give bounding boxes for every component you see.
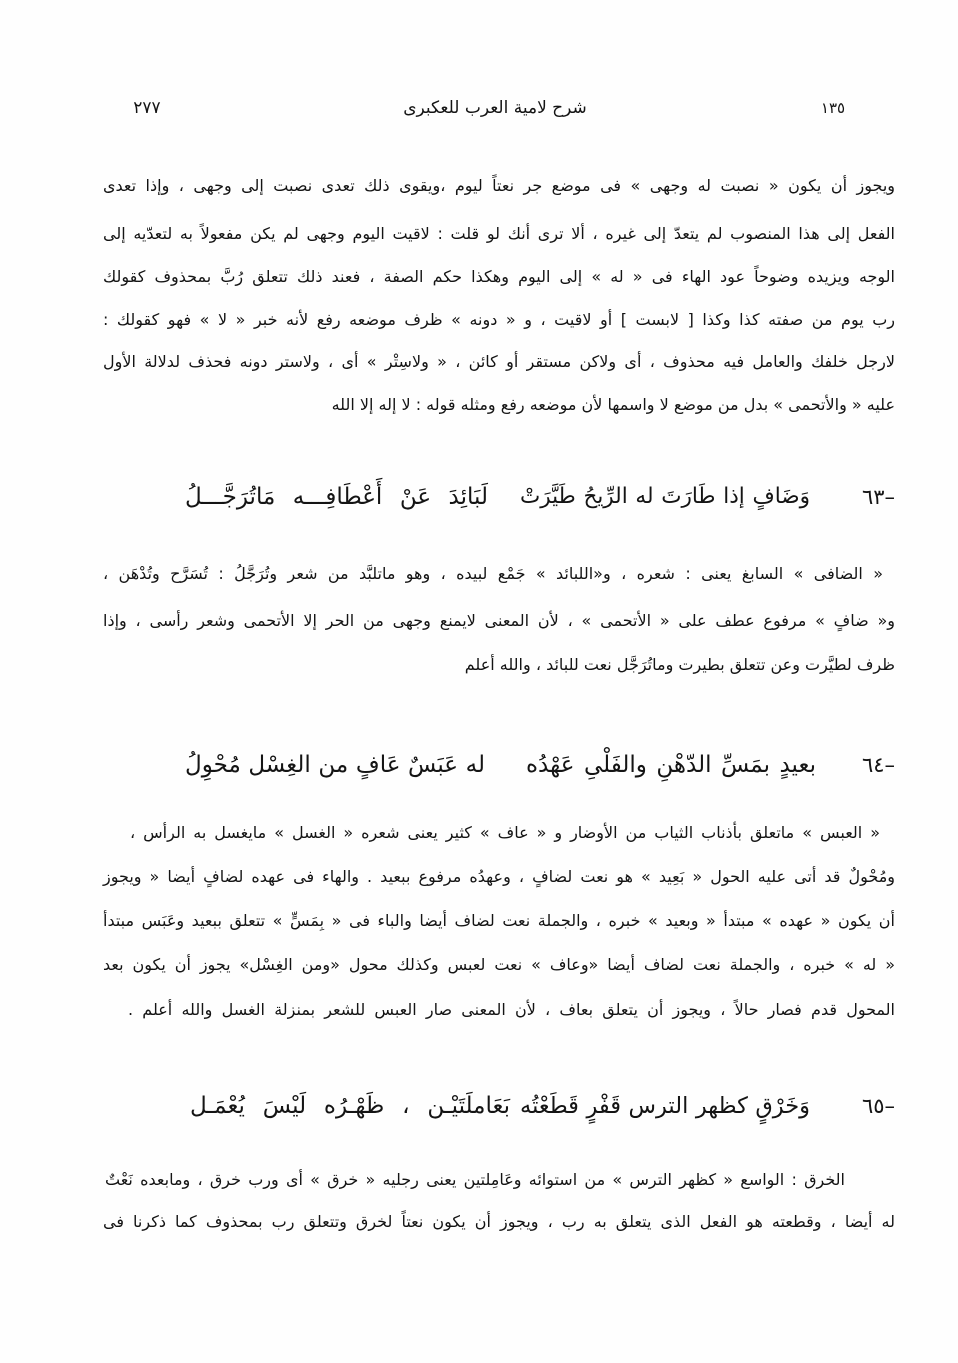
verse-first-hemistich: وَخَرْقٍ كظهر الترس قَفْرٍ قَطَعْتُه	[520, 1093, 810, 1119]
commentary-line: الخرق : الواسع « كظهر الترس » من استوائه وعَامِلتين يعنى رجليه « خرق » أى ورب خرق ، ومابعده نَعْتٌ	[105, 1170, 845, 1189]
commentary-line: المحول قدم فصار حالاً ، ويجوز أن يتعلق بعاف ، لأن المعنى صار العبس للشعر بمنزلة الغسل والله أعلم .	[128, 1000, 895, 1019]
commentary-line: « الضافى » السابغ يعنى : شعره ، و«اللبائد » جَمْع لبيده ، وهو ماتلبَّد من شعر وتُرَجَّلُ : تُسَرَّح وتُدْهَن ،	[103, 564, 883, 583]
verse-number: ٦٥–	[861, 1094, 895, 1118]
commentary-line: و« ضافٍ » مرفوع عطف على « الأتحمى » ، لأن المعنى لايمنع وجهى من الحر إلا الأتحمى وشعر رأسى ، وإذا	[103, 611, 895, 630]
page-number-right: ١٣٥	[820, 99, 846, 117]
verse-second-hemistich: لَبَائِدَ عَنْ أَعْطَافِـــه مَاتُرَجَّـــلُ	[185, 484, 488, 510]
intro-line: ويجوز أن يكون « نصبت له وجهى » فى موضع جر نعتاً ليوم ،ويقوى ذلك تعدى نصبت إلى وجهى ، وإذا تعدى	[103, 176, 895, 195]
verse-first-hemistich: وَضَافٍ إذا طَارَتَ له الرِّيحُ طَيَّرَتْ	[520, 484, 810, 509]
commentary-line: ومُحْولٌ قد أتى عليه الحول « بَعِيد » هو نعت لضافٍ ، وعهدُه مرفوع ببعيد . والهاء فى عهده لضافٍ أيضا « ويجوز	[103, 867, 895, 886]
intro-line: الفعل إلى هذا المنصوب لم يتعدّ إلى غيره ، ألا ترى أنك لو قلت : لاقيت اليوم وجهى لم يكن مفعولاً به لتعدّيه إلى	[103, 224, 895, 243]
commentary-line: له أيضا ، وقطعته هو الفعل الذى يتعلق به رب ، ويجوز أن يكون نعتاً لخرق وتتعلق رب بمحذوف كما ذكرنا فى	[103, 1212, 895, 1231]
verse-first-hemistich: بعيدٍ بمَسِّ الدّهْنِ والفَلْىِ عَهْدُه	[526, 752, 816, 778]
verse-number: ٦٤–	[861, 753, 895, 777]
running-title: شرح لامية العرب للعكبرى	[403, 98, 587, 118]
commentary-line: « العبس » ماتعلق بأذناب الثياب من الأوضار و « عاف » كثير يعنى شعره « الغسل » مايغسل به الرأس ،	[130, 823, 880, 842]
verse-second-hemistich: بَعَاملَتَيْـن ، ظَهْـرُه لَيْسَ يُعْمَـل	[190, 1093, 510, 1119]
intro-line: عليه « والأتحمى » بدل من موضع لا واسمها لأن موضعه رفع ومثله قوله : لا إله إلا الله	[331, 395, 895, 414]
intro-line: رب يوم من صفته كذا وكذا [ لابست ] أو لاقيت ، و « دونه » ظرف موضعه رفع لأنه خبر « لا » فهو كقولك :	[103, 310, 895, 329]
commentary-line: ظرف لطيَّرت وعن تتعلق بطيرت وماتُرَجَّل نعت للبائد ، والله أعلم	[464, 655, 895, 674]
commentary-line: « له » خبره ، والجملة نعت لضاف أيضا «وعاف » نعت لعبس وكذلك محول «ومن الغِسْل» يجوز أن يكون بعد	[103, 955, 895, 974]
intro-line: الوجه ويزيده وضوحاً عود الهاء فى « له » إلى اليوم وهكذا حكم الصفة ، فعند ذلك تتعلق رُبَّ بمحذوف كقولك	[103, 267, 895, 286]
page-number-left: ٢٧٧	[133, 98, 161, 118]
verse-second-hemistich: له عَبَسٌ عَافٍ من الغِسْل مُحْوِلُ	[185, 752, 485, 778]
commentary-line: أن يكون « عهده » مبتدأ « وبعيد » خبره ، والجملة نعت لضاف أيضا والباء فى « بِمَسٍّ » تتعلق ببعيد وعَبَس مبتدأ	[103, 911, 895, 930]
verse-number: ٦٣–	[861, 485, 895, 509]
intro-line: لارجل خلفك والعامل فيه محذوف ، أى ولاكن مستقر أو كائن ، « ولاسِتْر » أى ، ولاستر دونه فحذف لدلالة الأول	[103, 352, 895, 371]
